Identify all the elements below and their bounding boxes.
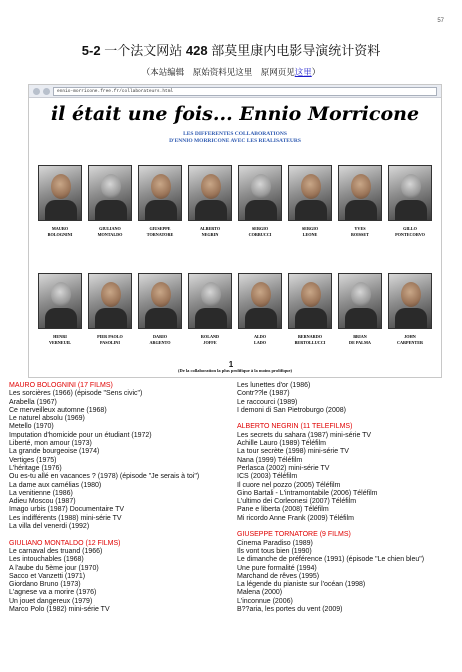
film-entry: L'héritage (1976)	[9, 464, 62, 472]
director-first-name: BRIAN	[353, 334, 367, 339]
film-entry: Les intouchables (1968)	[9, 556, 84, 564]
film-entry: Malena (2000)	[237, 589, 283, 597]
browser-bar	[29, 85, 441, 98]
director-first-name: GILLO	[403, 226, 417, 231]
director-last-name: BOLOGNINI	[47, 231, 73, 237]
director-name	[387, 226, 433, 237]
ordering-note: (De la collaboration la plus prolifique à la moins prolifique)	[178, 368, 292, 373]
film-entry: Ils vont tous bien (1990)	[237, 547, 312, 555]
director-header: ALBERTO NEGRIN (11 TELEFILMS)	[237, 423, 353, 431]
director-card	[187, 273, 233, 345]
right-column	[237, 382, 449, 614]
director-photo	[388, 273, 432, 329]
director-photo	[138, 165, 182, 221]
film-entry: Il cuore nel pozzo (2005) Téléfilm	[237, 481, 341, 489]
page-subtitle	[0, 66, 462, 78]
film-entry: Vertiges (1975)	[9, 456, 57, 464]
figure-number: 1	[228, 360, 234, 369]
director-card	[287, 165, 333, 237]
director-name	[187, 334, 233, 345]
director-first-name: MAURO	[51, 226, 69, 231]
director-first-name: ALDO	[253, 334, 267, 339]
subtitle-close: ）	[311, 67, 321, 77]
director-photo	[288, 165, 332, 221]
film-entry: Contr??le (1987)	[237, 390, 290, 398]
film-entry: Achille Lauro (1989) Téléfilm	[237, 440, 326, 448]
film-entry: La villa del venerdi (1992)	[9, 523, 90, 531]
director-card	[387, 165, 433, 237]
film-entry: Ou es-tu allé en vacances ? (1978) (épisode "Je serais à toi")	[9, 473, 200, 481]
director-name	[287, 226, 333, 237]
film-entry: Le carnaval des truand (1966)	[9, 547, 103, 555]
director-last-name: PONTECORVO	[395, 231, 425, 237]
director-name	[187, 226, 233, 237]
film-entry: Metello (1970)	[9, 423, 54, 431]
director-last-name: NEGRIN	[201, 231, 219, 237]
film-entry: Les indifférents (1988) mini-série TV	[9, 514, 122, 522]
director-name	[137, 226, 183, 237]
director-header: GIULIANO MONTALDO (12 FILMS)	[9, 539, 121, 547]
director-last-name: MONTALDO	[97, 231, 123, 237]
film-entry: L'inconnue (2006)	[237, 597, 293, 605]
film-entry: Nana (1999) Téléfilm	[237, 456, 303, 464]
left-column	[9, 382, 229, 614]
director-first-name: SERGIO	[251, 226, 269, 231]
director-header: GIUSEPPE TORNATORE (9 FILMS)	[237, 531, 351, 539]
film-entry: Le naturel absolu (1969)	[9, 415, 85, 423]
source-link[interactable]: 这里	[294, 67, 312, 77]
film-entry: La tour secrète (1998) mini-série TV	[237, 448, 349, 456]
director-card	[287, 273, 333, 345]
director-last-name: ARGENTO	[149, 339, 171, 345]
director-photo	[88, 273, 132, 329]
page-number: 57	[437, 18, 444, 24]
director-last-name: DE PALMA	[349, 339, 371, 345]
director-photo	[88, 165, 132, 221]
film-entry: Adieu Moscou (1987)	[9, 498, 76, 506]
director-first-name: ALBERTO	[199, 226, 221, 231]
film-entry: L'agnese va a morire (1976)	[9, 589, 97, 597]
film-entry: Imago urbis (1987) Documentaire TV	[9, 506, 125, 514]
film-entry: ICS (2003) Téléfilm	[237, 473, 298, 481]
director-first-name: YVES	[354, 226, 366, 231]
director-first-name: ROLAND	[200, 334, 220, 339]
collab-line-2: D'ENNIO MORRICONE AVEC LES REALISATEURS	[169, 138, 301, 144]
director-last-name: BOISSET	[351, 231, 369, 237]
film-entry: I demoni di San Pietroburgo (2008)	[237, 406, 346, 414]
section-gap	[237, 415, 449, 423]
film-entry: Un jouet dangereux (1979)	[9, 597, 93, 605]
director-last-name: PASOLINI	[100, 339, 120, 345]
director-name	[387, 334, 433, 345]
forward-icon	[43, 88, 50, 95]
director-card	[37, 165, 83, 237]
director-row-1	[37, 165, 433, 237]
film-entry: L'ultimo dei Corleonesi (2007) Téléfilm	[237, 498, 357, 506]
film-entry: Marco Polo (1982) mini-série TV	[9, 606, 110, 614]
film-entry: Cinema Paradiso (1989)	[237, 539, 313, 547]
director-name	[37, 334, 83, 345]
director-last-name: BERTOLLUCCI	[294, 339, 326, 345]
director-photo	[188, 273, 232, 329]
director-card	[237, 165, 283, 237]
film-entry: Liberté, mon amour (1973)	[9, 440, 92, 448]
director-card	[387, 273, 433, 345]
film-entry: Le raccourci (1989)	[237, 398, 298, 406]
director-header: MAURO BOLOGNINI (17 FILMS)	[9, 382, 113, 389]
director-photo	[288, 273, 332, 329]
director-photo	[188, 165, 232, 221]
section-number: 5-2	[81, 43, 101, 58]
director-name	[137, 334, 183, 345]
director-card	[37, 273, 83, 345]
director-last-name: JOFFE	[203, 339, 217, 345]
director-name	[337, 226, 383, 237]
film-entry: Une pure formalité (1994)	[237, 564, 317, 572]
director-name	[287, 334, 333, 345]
page-title	[0, 40, 462, 59]
film-entry: La grande bourgeoise (1974)	[9, 448, 100, 456]
film-entry: Marchand de rêves (1995)	[237, 572, 320, 580]
director-photo	[238, 165, 282, 221]
director-photo	[138, 273, 182, 329]
address-bar: ennio-morricone.free.fr/collaborateurs.html	[53, 87, 437, 96]
film-entry: Ce merveilleux automne (1968)	[9, 406, 107, 414]
film-entry: Les lunettes d'or (1986)	[237, 382, 311, 389]
film-entry: Les sorcières (1966) (épisode "Sens civic")	[9, 390, 143, 398]
director-card	[237, 273, 283, 345]
director-card	[137, 273, 183, 345]
director-last-name: CARPENTER	[396, 339, 424, 345]
director-first-name: GIUSEPPE	[149, 226, 171, 231]
embedded-screenshot	[28, 84, 442, 378]
site-banner: il était une fois... Ennio Morricone	[50, 103, 420, 125]
film-entry: Giordano Bruno (1973)	[9, 581, 81, 589]
director-name	[87, 226, 133, 237]
collab-line-1: LES DIFFERENTES COLLABORATIONS	[183, 131, 287, 137]
film-entry: Imputation d'homicide pour un étudiant (1972)	[9, 431, 152, 439]
film-entry: Le dimanche de préférence (1991) (épisode "Le chien bleu")	[237, 556, 425, 564]
director-photo	[38, 165, 82, 221]
film-entry: La légende du pianiste sur l'océan (1998)	[237, 581, 366, 589]
title-text: 一个法文网站	[104, 43, 183, 58]
director-card	[87, 273, 133, 345]
director-first-name: GIULIANO	[99, 226, 121, 231]
director-last-name: LEONE	[302, 231, 318, 237]
director-last-name: TORNATORE	[146, 231, 174, 237]
film-entry: Perlasca (2002) mini-série TV	[237, 464, 330, 472]
film-entry: B??aria, les portes du vent (2009)	[237, 606, 343, 614]
director-first-name: PIER PAOLO	[97, 334, 123, 339]
back-icon	[33, 88, 40, 95]
director-first-name: BERNARDO	[298, 334, 322, 339]
director-photo	[388, 165, 432, 221]
director-photo	[238, 273, 282, 329]
director-first-name: HENRI	[53, 334, 67, 339]
director-card	[337, 165, 383, 237]
subtitle-text: （本站编辑 原始资料见这里 原网页见	[141, 67, 295, 77]
director-card	[187, 165, 233, 237]
director-last-name: LADO	[253, 339, 267, 345]
title-rest: 部莫里康内电影导演统计资料	[211, 43, 381, 58]
director-name	[87, 334, 133, 345]
director-photo	[338, 273, 382, 329]
film-entry: Arabella (1967)	[9, 398, 57, 406]
film-entry: Sacco et Vanzetti (1971)	[9, 572, 86, 580]
director-photo	[338, 165, 382, 221]
director-name	[337, 334, 383, 345]
director-card	[337, 273, 383, 345]
director-card	[137, 165, 183, 237]
collaborations-heading	[29, 131, 441, 145]
section-gap	[9, 531, 229, 539]
director-card	[87, 165, 133, 237]
film-entry: La dame aux camélias (1980)	[9, 481, 102, 489]
director-name	[237, 334, 283, 345]
director-first-name: DARIO	[153, 334, 167, 339]
film-entry: Les secrets du sahara (1987) mini-série TV	[237, 431, 372, 439]
film-entry: La venitienne (1986)	[9, 489, 73, 497]
director-first-name: JOHN	[404, 334, 416, 339]
director-name	[37, 226, 83, 237]
film-entry: Pane e liberta (2008) Téléfilm	[237, 506, 329, 514]
director-row-2	[37, 273, 433, 345]
director-name	[237, 226, 283, 237]
film-entry: Gino Bartali - L'intramontabile (2006) Téléfilm	[237, 489, 378, 497]
title-count: 428	[185, 43, 208, 58]
film-entry: Mi ricordo Anne Frank (2009) Téléfilm	[237, 514, 354, 522]
director-last-name: VERNEUIL	[48, 339, 72, 345]
director-photo	[38, 273, 82, 329]
film-entry: A l'aube du 5ème jour (1970)	[9, 564, 99, 572]
section-gap	[237, 523, 449, 531]
director-first-name: SERGIO	[301, 226, 319, 231]
director-last-name: CORBUCCI	[248, 231, 272, 237]
